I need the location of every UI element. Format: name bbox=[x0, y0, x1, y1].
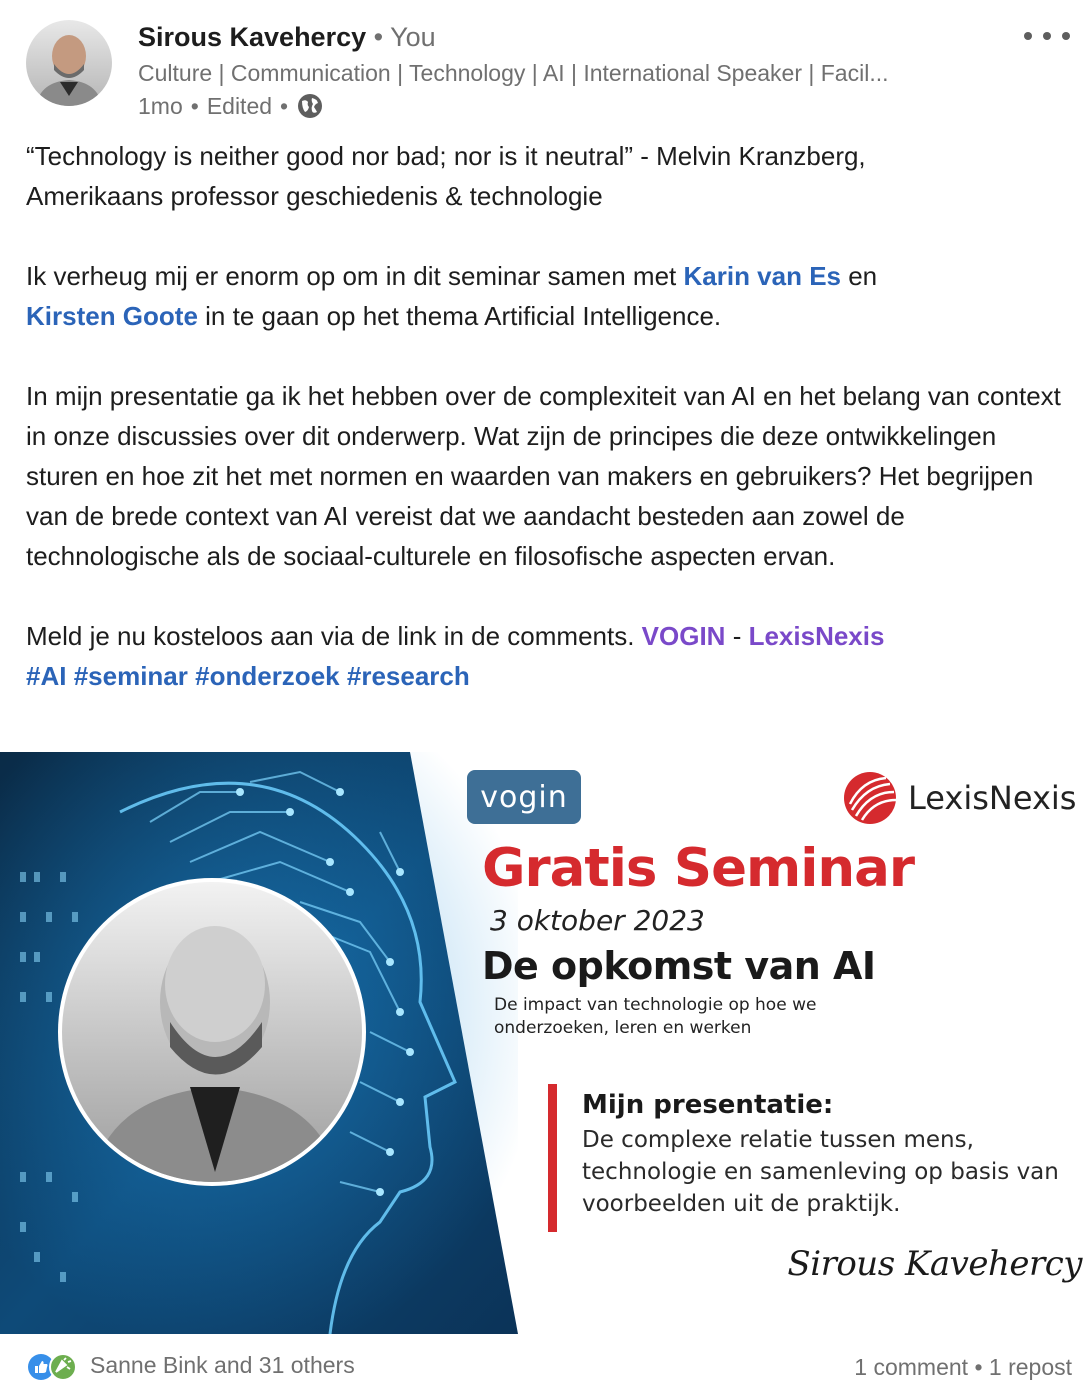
author-name[interactable]: Sirous Kavehercy bbox=[138, 22, 367, 52]
engagement-summary bbox=[854, 1354, 1072, 1381]
vogin-logo: vogin bbox=[467, 770, 581, 824]
hashtag-ai[interactable]: #AI bbox=[26, 661, 67, 691]
post-paragraph-presentation: In mijn presentatie ga ik het hebben over de complexiteit van AI en het belang van context in onze discussies over dit onderwerp. Wat zijn de principes die deze ontwikkelingen sturen en hoe zit het met normen en waarden van makers en gebruikers? Het begrijpen van de brede context van AI vereist dat we aandacht besteden aan zowel de technologische als de sociaal-culturele en filosofische aspecten ervan. bbox=[26, 381, 1061, 571]
cta-text: Meld je nu kosteloos aan via de link in de comments. bbox=[26, 621, 642, 651]
post-paragraph-cta bbox=[26, 616, 1066, 696]
post-header bbox=[0, 0, 1092, 130]
intro-text-start: Ik verheug mij er enorm op om in dit seminar samen met bbox=[26, 261, 684, 291]
post-body bbox=[26, 136, 1066, 696]
intro-text-mid: en bbox=[841, 261, 878, 291]
globe-icon bbox=[296, 92, 324, 120]
lexisnexis-wordmark: LexisNexis bbox=[908, 779, 1077, 817]
reposts-count[interactable]: 1 repost bbox=[988, 1354, 1072, 1380]
post-time: 1mo bbox=[138, 92, 183, 119]
meta-dot: • bbox=[280, 92, 289, 119]
more-dot bbox=[1024, 32, 1032, 40]
edited-label: Edited bbox=[206, 92, 273, 119]
avatar-image bbox=[26, 20, 112, 106]
lexisnexis-emblem-icon bbox=[842, 770, 898, 826]
hashtag-onderzoek[interactable]: #onderzoek bbox=[195, 661, 340, 691]
comments-count[interactable]: 1 comment bbox=[854, 1354, 969, 1380]
social-counts-bar bbox=[0, 1340, 1092, 1396]
author-relation: • You bbox=[373, 22, 436, 52]
seminar-date: 3 oktober 2023 bbox=[490, 904, 705, 937]
reaction-icons[interactable] bbox=[26, 1352, 82, 1382]
quote-line-2: Amerikaans professor geschiedenis & technologie bbox=[26, 181, 603, 211]
lexisnexis-logo bbox=[842, 770, 1076, 826]
more-options-button[interactable] bbox=[1024, 22, 1070, 50]
mention-karin-van-es[interactable]: Karin van Es bbox=[683, 261, 841, 291]
meta-dot: • bbox=[190, 92, 199, 119]
quote-line-1: “Technology is neither good nor bad; nor is it neutral” - Melvin Kranzberg, bbox=[26, 141, 866, 171]
mention-lexisnexis[interactable]: LexisNexis bbox=[748, 621, 885, 651]
more-dot bbox=[1062, 32, 1070, 40]
mention-kirsten-goote[interactable]: Kirsten Goote bbox=[26, 301, 198, 331]
hashtag-seminar[interactable]: #seminar bbox=[73, 661, 188, 691]
seminar-title: Gratis Seminar bbox=[482, 838, 915, 899]
seminar-subheading: De impact van technologie op hoe we onderzoeken, leren en werken bbox=[494, 995, 817, 1038]
post-image[interactable] bbox=[0, 752, 1092, 1334]
reactions-summary[interactable]: Sanne Bink and 31 others bbox=[90, 1352, 355, 1378]
hashtag-research[interactable]: #research bbox=[346, 661, 470, 691]
post-paragraph-quote bbox=[26, 136, 1066, 216]
speaker-signature: Sirous Kavehercy bbox=[787, 1244, 1082, 1284]
mention-vogin[interactable]: VOGIN bbox=[641, 621, 726, 651]
presentation-label: Mijn presentatie: bbox=[582, 1090, 834, 1120]
accent-bar bbox=[548, 1084, 557, 1232]
ai-head-graphic bbox=[0, 752, 518, 1334]
cta-separator: - bbox=[725, 621, 749, 651]
engagement-dot: • bbox=[974, 1354, 983, 1380]
author-line bbox=[138, 22, 436, 53]
author-headline: Culture | Communication | Technology | AI | International Speaker | Facil... bbox=[138, 60, 889, 86]
author-avatar[interactable] bbox=[26, 20, 112, 106]
post-meta bbox=[138, 92, 324, 120]
intro-text-end: in te gaan op het thema Artificial Intelligence. bbox=[197, 301, 722, 331]
post-paragraph-intro bbox=[26, 256, 1066, 336]
seminar-heading: De opkomst van AI bbox=[482, 944, 876, 988]
more-dot bbox=[1043, 32, 1051, 40]
presentation-description: De complexe relatie tussen mens, technologie en samenleving op basis van voorbeelden uit de praktijk. bbox=[582, 1127, 1059, 1217]
